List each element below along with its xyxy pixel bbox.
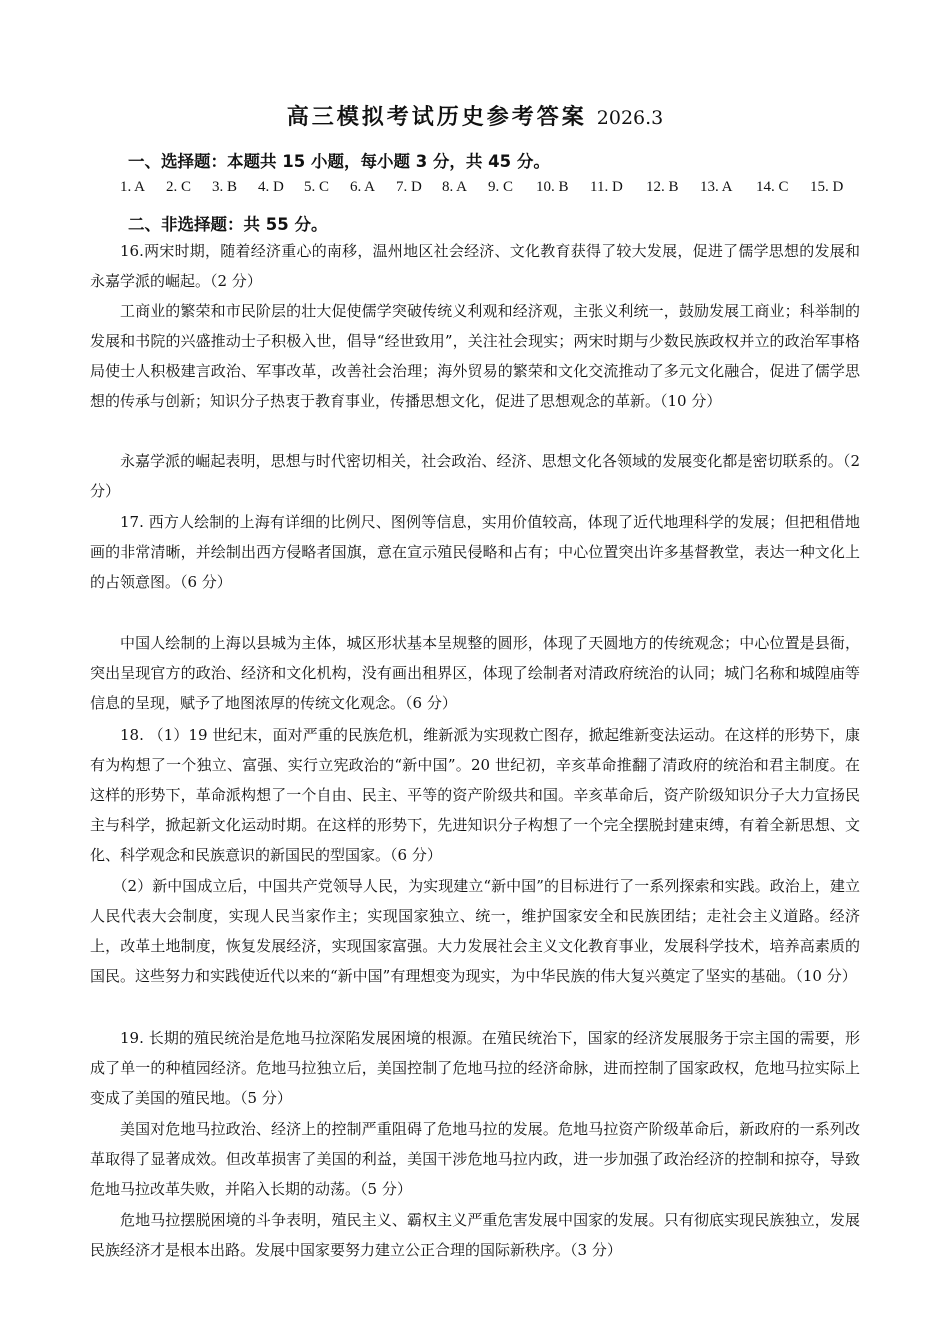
answer-12: 12. B bbox=[646, 179, 679, 195]
q19-paragraph-2: 美国对危地马拉政治、经济上的控制严重阻碍了危地马拉的发展。危地马拉资产阶级革命后，新政府的一系列改革取得了显著成效。但改革损害了美国的利益，美国干涉危地马拉内政，进一步加强了政治经济的控制和掠夺，导致危地马拉改革失败，并陷入长期的动荡。（5 分） bbox=[90, 1120, 860, 1198]
answer-13: 13. A bbox=[700, 179, 733, 195]
answer-9: 9. C bbox=[488, 179, 514, 195]
q18-part-1: 18. （1）19 世纪末，面对严重的民族危机，维新派为实现救亡图存，掀起维新变法运动。在这样的形势下，康有为构想了一个独立、富强、实行立宪政治的“新中国”。20 世纪初，辛亥革命推翻了清政府的统治和君主制度。在这样的形势下，革命派构想了一个自由、民主、平等的资产阶级共和国。辛亥革命后，资产阶级知识分子大力宣扬民主与科学，掀起新文化运动时期。在这样的形势下，先进知识分子构想了一个完全摆脱封建束缚，有着全新思想、文化、科学观念和民族意识的新国民的型国家。（6 分） bbox=[90, 726, 860, 864]
answer-15: 15. D bbox=[810, 179, 844, 195]
section1-heading: 一、选择题：本题共 15 小题，每小题 3 分，共 45 分。 bbox=[128, 152, 550, 171]
q16-paragraph-3: 永嘉学派的崛起表明，思想与时代密切相关，社会政治、经济、思想文化各领域的发展变化都是密切联系的。（2 分） bbox=[90, 452, 860, 500]
answer-5: 5. C bbox=[304, 179, 330, 195]
answer-2: 2. C bbox=[166, 179, 192, 195]
answer-3: 3. B bbox=[212, 179, 238, 195]
q18-part-2: （2）新中国成立后，中国共产党领导人民，为实现建立“新中国”的目标进行了一系列探索和实践。政治上，建立人民代表大会制度，实现人民当家作主；实现国家独立、统一，维护国家安全和民族团结；走社会主义道路。经济上，改革土地制度，恢复发展经济，实现国家富强。大力发展社会主义文化教育事业，发展科学技术，培养高素质的国民。这些努力和实践使近代以来的“新中国”有理想变为现实，为中华民族的伟大复兴奠定了坚实的基础。（10 分） bbox=[90, 877, 860, 985]
q16-paragraph-2: 工商业的繁荣和市民阶层的壮大促使儒学突破传统义利观和经济观，主张义利统一，鼓励发展工商业；科举制的发展和书院的兴盛推动士子积极入世，倡导“经世致用”，关注社会现实；两宋时期与少数民族政权并立的政治军事格局使士人积极建言政治、军事改革，改善社会治理；海外贸易的繁荣和文化交流推动了多元文化融合，促进了儒学思想的传承与创新；知识分子热衷于教育事业，传播思想文化，促进了思想观念的革新。（10 分） bbox=[90, 302, 860, 410]
q16-paragraph-1: 16.两宋时期，随着经济重心的南移，温州地区社会经济、文化教育获得了较大发展，促进了儒学思想的发展和永嘉学派的崛起。（2 分） bbox=[90, 242, 860, 290]
answer-10: 10. B bbox=[536, 179, 569, 195]
answer-4: 4. D bbox=[258, 179, 284, 195]
answer-key bbox=[120, 179, 844, 201]
section2-heading: 二、非选择题：共 55 分。 bbox=[128, 215, 328, 234]
q17-paragraph-2: 中国人绘制的上海以县城为主体，城区形状基本呈规整的圆形，体现了天圆地方的传统观念；中心位置是县衙，突出呈现官方的政治、经济和文化机构，没有画出租界区，体现了绘制者对清政府统治的认同；城门名称和城隍庙等信息的呈现，赋予了地图浓厚的传统文化观念。（6 分） bbox=[90, 634, 860, 712]
q19-paragraph-3: 危地马拉摆脱困境的斗争表明，殖民主义、霸权主义严重危害发展中国家的发展。只有彻底实现民族独立，发展民族经济才是根本出路。发展中国家要努力建立公正合理的国际新秩序。（3 分） bbox=[90, 1211, 860, 1259]
q17-paragraph-1: 17. 西方人绘制的上海有详细的比例尺、图例等信息，实用价值较高，体现了近代地理科学的发展；但把租借地画的非常清晰，并绘制出西方侵略者国旗，意在宣示殖民侵略和占有；中心位置突出许多基督教堂，表达一种文化上的占领意图。（6 分） bbox=[90, 513, 860, 591]
q19-paragraph-1: 19. 长期的殖民统治是危地马拉深陷发展困境的根源。在殖民统治下，国家的经济发展服务于宗主国的需要，形成了单一的种植园经济。危地马拉独立后，美国控制了危地马拉的经济命脉，进而控制了国家政权，危地马拉实际上变成了美国的殖民地。（5 分） bbox=[90, 1029, 860, 1107]
title-date: 2026.3 bbox=[596, 107, 664, 129]
title-text: 高三模拟考试历史参考答案 bbox=[286, 104, 587, 130]
answer-11: 11. D bbox=[590, 179, 623, 195]
answer-14: 14. C bbox=[756, 179, 789, 195]
answer-6: 6. A bbox=[350, 179, 376, 195]
answer-8: 8. A bbox=[442, 179, 468, 195]
answer-7: 7. D bbox=[396, 179, 422, 195]
answer-1: 1. A bbox=[120, 179, 146, 195]
page-title bbox=[0, 100, 950, 131]
